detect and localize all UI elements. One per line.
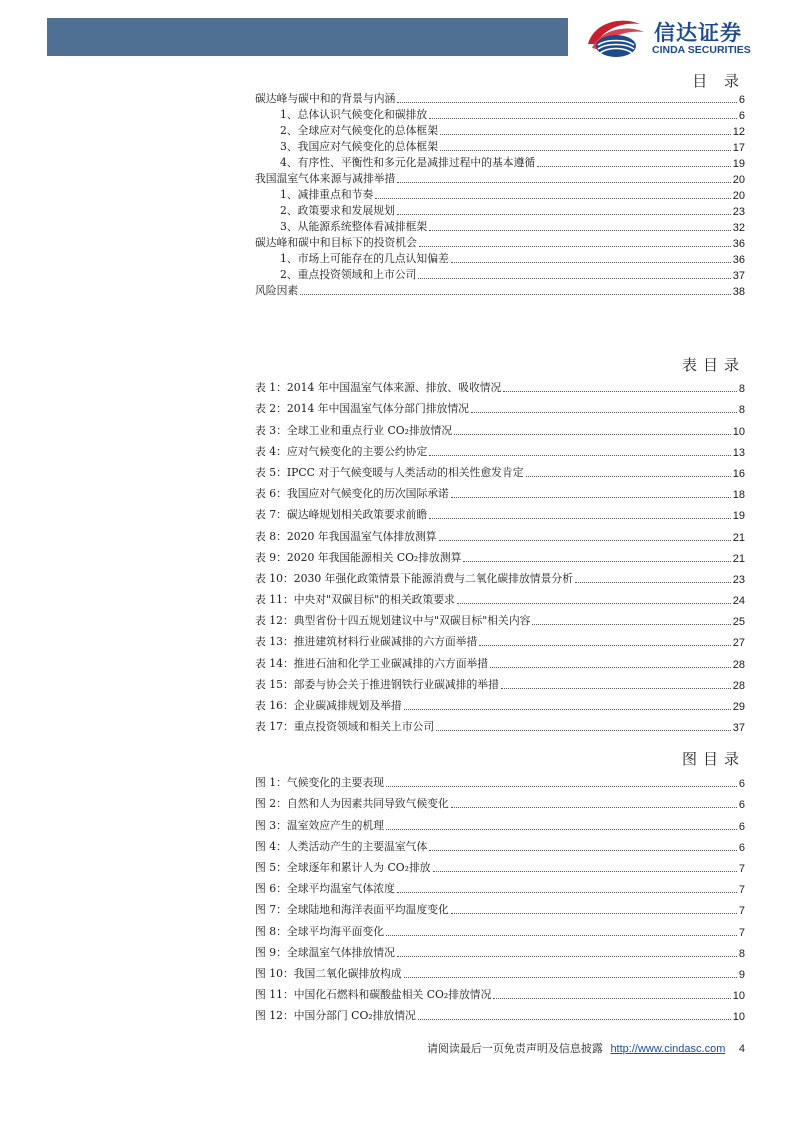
cinda-logo-icon (582, 14, 648, 60)
figure-list-title: 图目录 (681, 750, 745, 768)
toc-item[interactable]: 2、政策要求和发展规划 23 (280, 204, 745, 218)
website-link[interactable]: http://www.cindasc.com (610, 1043, 726, 1055)
table-list-item[interactable]: 表 14：推进石油和化学工业碳减排的六方面举措 28 (255, 656, 745, 671)
figure-list-item[interactable]: 图 5：全球逐年和累计人为 CO₂排放 7 (255, 860, 745, 875)
table-list (255, 374, 745, 734)
table-list-item[interactable]: 表 13：推进建筑材料行业碳减排的六方面举措 27 (255, 635, 745, 650)
figure-list-item[interactable]: 图 3：温室效应产生的机理 6 (255, 818, 745, 833)
table-list-item[interactable]: 表 7：碳达峰规划相关政策要求前瞻 19 (255, 508, 745, 523)
table-list-item[interactable]: 表 9：2020 年我国能源相关 CO₂排放测算 21 (255, 550, 745, 565)
table-list-item[interactable]: 表 1：2014 年中国温室气体来源、排放、吸收情况 8 (255, 381, 745, 396)
toc-item[interactable]: 3、从能源系统整体看减排框架 32 (280, 220, 745, 234)
table-list-item[interactable]: 表 6：我国应对气候变化的历次国际承诺 18 (255, 487, 745, 502)
table-list-item[interactable]: 表 4：应对气候变化的主要公约协定 13 (255, 444, 745, 459)
toc-item[interactable]: 碳达峰和碳中和目标下的投资机会 36 (255, 236, 745, 250)
disclaimer-notice: 请阅读最后一页免责声明及信息披露 (426, 1042, 603, 1055)
table-list-item[interactable]: 表 10：2030 年强化政策情景下能源消费与二氧化碳排放情景分析 23 (255, 571, 745, 586)
figure-list-item[interactable]: 图 2：自然和人为因素共同导致气候变化 6 (255, 797, 745, 812)
toc-item[interactable]: 1、减排重点和节奏 20 (280, 188, 745, 202)
table-list-title: 表目录 (681, 356, 745, 374)
figure-list-item[interactable]: 图 7：全球陆地和海洋表面平均温度变化 7 (255, 903, 745, 918)
toc-item[interactable]: 1、总体认识气候变化和碳排放 6 (280, 108, 745, 122)
table-list-item[interactable]: 表 2：2014 年中国温室气体分部门排放情况 8 (255, 402, 745, 417)
logo-chinese-name: 信达证券 (654, 21, 742, 45)
figure-list (255, 769, 745, 1023)
toc-title: 目 录 (692, 72, 745, 90)
figure-list-item[interactable]: 图 6：全球平均温室气体浓度 7 (255, 882, 745, 897)
table-list-item[interactable]: 表 3：全球工业和重点行业 CO₂排放情况 10 (255, 423, 745, 438)
toc-item[interactable]: 3、我国应对气候变化的总体框架 17 (280, 140, 745, 154)
figure-list-item[interactable]: 图 10：我国二氧化碳排放构成 9 (255, 966, 745, 981)
figure-list-item[interactable]: 图 8：全球平均海平面变化 7 (255, 924, 745, 939)
table-list-item[interactable]: 表 17：重点投资领域和相关上市公司 37 (255, 720, 745, 735)
toc-item[interactable]: 4、有序性、平衡性和多元化是减排过程中的基本遵循 19 (280, 156, 745, 170)
table-list-item[interactable]: 表 8：2020 年我国温室气体排放测算 21 (255, 529, 745, 544)
figure-list-item[interactable]: 图 4：人类活动产生的主要温室气体 6 (255, 839, 745, 854)
header-bar (47, 18, 568, 56)
toc-item[interactable]: 我国温室气体来源与减排举措 20 (255, 172, 745, 186)
table-list-item[interactable]: 表 5：IPCC 对于气候变暖与人类活动的相关性愈发肯定 16 (255, 465, 745, 480)
table-list-item[interactable]: 表 12：典型省份十四五规划建议中与"双碳目标"相关内容 25 (255, 614, 745, 629)
logo-english-name: CINDA SECURITIES (652, 44, 751, 56)
toc-item[interactable]: 风险因素 38 (255, 284, 745, 298)
figure-list-item[interactable]: 图 9：全球温室气体排放情况 8 (255, 945, 745, 960)
table-list-item[interactable]: 表 16：企业碳减排规划及举措 29 (255, 699, 745, 713)
figure-list-item[interactable]: 图 11：中国化石燃料和碳酸盐相关 CO₂排放情况 10 (255, 988, 745, 1003)
table-list-item[interactable]: 表 15：部委与协会关于推进钢铁行业碳减排的举措 28 (255, 677, 745, 692)
toc-item[interactable]: 1、市场上可能存在的几点认知偏差 36 (280, 252, 745, 266)
company-logo (582, 14, 772, 60)
table-list-item[interactable]: 表 11：中央对"双碳目标"的相关政策要求 24 (255, 593, 745, 608)
figure-list-item[interactable]: 图 12：中国分部门 CO₂排放情况 10 (255, 1009, 745, 1024)
toc-item[interactable]: 碳达峰与碳中和的背景与内涵 6 (255, 92, 745, 106)
toc-item[interactable]: 2、重点投资领域和上市公司 37 (280, 268, 745, 282)
toc-list (255, 90, 745, 298)
figure-list-item[interactable]: 图 1：气候变化的主要表现 6 (255, 776, 745, 791)
page-number: 4 (738, 1043, 745, 1055)
page-footer (427, 1040, 745, 1056)
toc-item[interactable]: 2、全球应对气候变化的总体框架 12 (280, 124, 745, 138)
